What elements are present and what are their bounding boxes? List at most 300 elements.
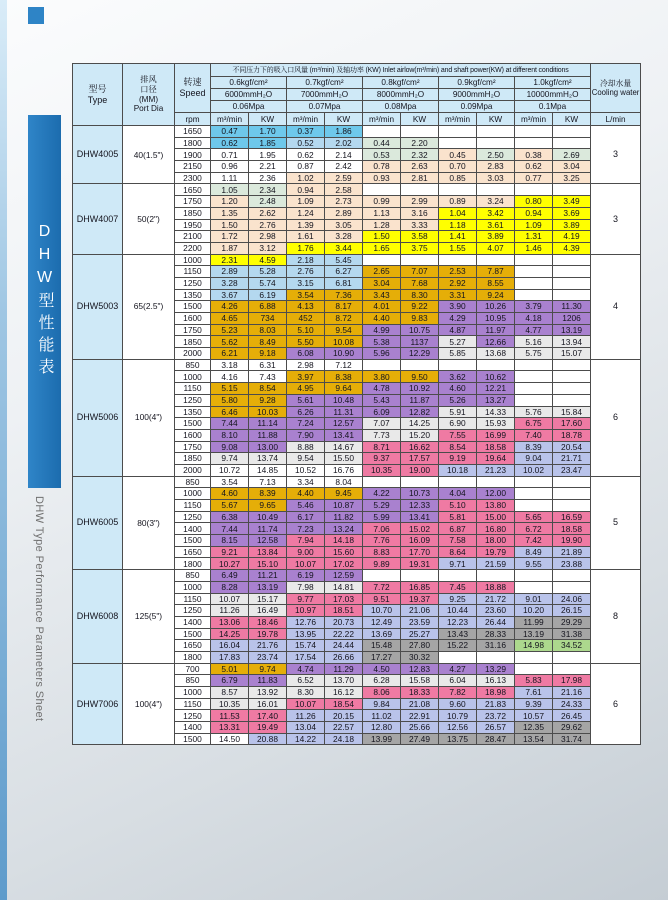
data-cell: 734 (249, 313, 287, 325)
rpm-cell: 1850 (175, 453, 211, 465)
rpm-cell: 1900 (175, 149, 211, 161)
data-cell: 3.61 (477, 219, 515, 231)
rpm-cell: 1650 (175, 184, 211, 196)
data-cell: 21.59 (477, 558, 515, 570)
data-cell: 9.74 (211, 453, 249, 465)
data-cell: 7.45 (439, 581, 477, 593)
model-cell: DHW7006 (73, 663, 123, 745)
data-cell: 20.73 (325, 616, 363, 628)
data-cell: 12.80 (363, 722, 401, 734)
rpm-cell: 2300 (175, 172, 211, 184)
data-cell: 9.21 (211, 546, 249, 558)
data-cell: 8.39 (249, 488, 287, 500)
data-cell: 13.19 (515, 628, 553, 640)
data-cell: 16.09 (401, 535, 439, 547)
data-cell: 3.16 (401, 207, 439, 219)
data-cell: 13.84 (249, 546, 287, 558)
data-cell: 13.41 (325, 429, 363, 441)
data-cell: 18.58 (477, 441, 515, 453)
data-cell: 0.45 (439, 149, 477, 161)
model-cell: DHW5006 (73, 359, 123, 476)
data-cell: 3.54 (287, 289, 325, 301)
data-cell: 16.76 (325, 464, 363, 476)
data-cell: 12.29 (401, 348, 439, 360)
data-cell: 8.55 (477, 277, 515, 289)
data-cell: 8.49 (249, 336, 287, 348)
data-cell: 18.98 (477, 687, 515, 699)
data-cell: 11.31 (325, 406, 363, 418)
data-cell: 15.58 (401, 675, 439, 687)
type-label-cn: 型号 (88, 83, 107, 94)
rpm-cell: 850 (175, 675, 211, 687)
data-cell: 10.75 (401, 324, 439, 336)
data-cell: 2.98 (249, 231, 287, 243)
data-cell: 2.31 (211, 254, 249, 266)
data-cell: 8.72 (325, 313, 363, 325)
data-cell: 5.96 (363, 348, 401, 360)
data-cell: 15.22 (439, 640, 477, 652)
data-cell: 6.26 (287, 406, 325, 418)
data-cell: 2.42 (325, 161, 363, 173)
data-cell (515, 570, 553, 582)
data-cell: 6.75 (515, 418, 553, 430)
data-cell: 4.77 (515, 324, 553, 336)
rpm-cell: 2000 (175, 464, 211, 476)
data-cell: 13.68 (477, 348, 515, 360)
data-cell: 13.27 (477, 394, 515, 406)
data-cell: 23.88 (553, 558, 591, 570)
data-cell: 1.09 (287, 196, 325, 208)
page-left-accent-stripe (0, 0, 7, 900)
data-cell: 9.89 (363, 558, 401, 570)
data-cell: 26.45 (553, 710, 591, 722)
unit-power: KW (325, 113, 363, 126)
data-cell (515, 581, 553, 593)
data-cell: 14.81 (325, 581, 363, 593)
data-cell: 6.79 (211, 675, 249, 687)
port-dia-cell: 80(3") (123, 476, 175, 570)
data-cell: 12.76 (287, 616, 325, 628)
model-cell: DHW4005 (73, 126, 123, 184)
data-cell: 2.81 (401, 172, 439, 184)
data-cell: 1206 (553, 313, 591, 325)
data-cell: 9.08 (211, 441, 249, 453)
data-cell: 1.50 (211, 219, 249, 231)
data-cell: 14.50 (211, 733, 249, 745)
data-cell (553, 383, 591, 395)
data-cell: 12.21 (477, 383, 515, 395)
data-cell: 11.30 (553, 301, 591, 313)
table-row (73, 254, 641, 266)
data-cell: 1.39 (287, 219, 325, 231)
rpm-cell: 1800 (175, 137, 211, 149)
col-header-port-dia: 排风 口径 (MM) Port Dia (123, 64, 175, 126)
model-cell: DHW6005 (73, 476, 123, 570)
data-cell (477, 254, 515, 266)
data-cell: 8.30 (401, 289, 439, 301)
pressure-kgf: 0.7kgf/cm² (287, 77, 363, 89)
data-cell: 1.28 (363, 219, 401, 231)
data-cell: 8.06 (363, 687, 401, 699)
col-header-cooling-water: 冷却水量 Cooling water (591, 64, 641, 113)
data-cell: 13.31 (211, 722, 249, 734)
data-cell (439, 126, 477, 138)
unit-flow: m³/min (515, 113, 553, 126)
data-cell: 7.44 (211, 523, 249, 535)
data-cell: 4.29 (439, 313, 477, 325)
pressure-kgf: 0.9kgf/cm² (439, 77, 515, 89)
data-cell: 8.54 (439, 441, 477, 453)
data-cell: 4.59 (249, 254, 287, 266)
data-cell: 17.60 (553, 418, 591, 430)
data-cell: 10.35 (363, 464, 401, 476)
data-cell: 0.37 (287, 126, 325, 138)
data-cell: 2.02 (325, 137, 363, 149)
data-cell: 2.63 (401, 161, 439, 173)
data-cell (553, 184, 591, 196)
data-cell: 5.62 (211, 336, 249, 348)
data-cell: 24.44 (325, 640, 363, 652)
data-cell: 4.50 (363, 663, 401, 675)
rpm-cell: 1250 (175, 394, 211, 406)
rpm-cell: 1000 (175, 488, 211, 500)
data-cell: 9.60 (439, 698, 477, 710)
data-cell: 1.05 (211, 184, 249, 196)
data-cell: 16.13 (477, 675, 515, 687)
data-cell: 3.43 (363, 289, 401, 301)
data-cell: 7.07 (401, 266, 439, 278)
data-cell: 4.99 (363, 324, 401, 336)
data-cell: 6.28 (363, 675, 401, 687)
data-cell: 11.53 (211, 710, 249, 722)
pressure-mpa: 0.06Mpa (211, 101, 287, 113)
rpm-cell: 1400 (175, 722, 211, 734)
port-dia-cell: 100(4") (123, 359, 175, 476)
data-cell: 25.66 (401, 722, 439, 734)
port-dia-cell: 125(5") (123, 570, 175, 664)
table-row (73, 126, 641, 138)
data-cell: 8.38 (325, 371, 363, 383)
data-cell: 8.04 (325, 476, 363, 488)
data-cell: 3.18 (211, 359, 249, 371)
rpm-cell: 1150 (175, 500, 211, 512)
data-cell: 0.80 (515, 196, 553, 208)
data-cell (477, 126, 515, 138)
data-cell: 23.47 (553, 464, 591, 476)
data-cell: 1.50 (363, 231, 401, 243)
data-cell: 6.19 (249, 289, 287, 301)
data-cell: 16.62 (401, 441, 439, 453)
data-cell: 21.76 (249, 640, 287, 652)
data-cell: 19.78 (249, 628, 287, 640)
data-cell: 14.22 (287, 733, 325, 745)
data-cell: 2.48 (249, 196, 287, 208)
cooling-water-cell: 8 (591, 570, 641, 664)
data-cell: 1.86 (325, 126, 363, 138)
data-cell: 1.87 (211, 242, 249, 254)
data-cell: 18.88 (477, 581, 515, 593)
data-cell: 31.74 (553, 733, 591, 745)
data-cell: 15.07 (553, 348, 591, 360)
data-cell: 15.02 (401, 523, 439, 535)
data-cell: 2.83 (477, 161, 515, 173)
data-cell: 15.10 (249, 558, 287, 570)
data-cell: 8.15 (211, 535, 249, 547)
data-cell: 9.39 (515, 698, 553, 710)
data-cell: 1.11 (211, 172, 249, 184)
rpm-cell: 1000 (175, 687, 211, 699)
data-cell: 0.99 (363, 196, 401, 208)
data-cell: 8.88 (287, 441, 325, 453)
unit-cooling: L/min (591, 113, 641, 126)
data-cell: 2.69 (553, 149, 591, 161)
data-cell: 4.65 (211, 313, 249, 325)
data-cell: 4.27 (439, 663, 477, 675)
data-cell: 1.72 (211, 231, 249, 243)
data-cell: 19.64 (477, 453, 515, 465)
data-cell: 1.09 (515, 219, 553, 231)
data-cell: 6.46 (211, 406, 249, 418)
data-cell: 2.65 (363, 266, 401, 278)
port-dia-cell: 50(2") (123, 184, 175, 254)
pressure-mmh2o: 10000mmH₂O (515, 89, 591, 101)
data-cell: 15.17 (249, 593, 287, 605)
data-cell: 2.53 (439, 266, 477, 278)
data-cell: 7.58 (439, 535, 477, 547)
data-cell: 11.74 (249, 523, 287, 535)
data-cell: 3.67 (211, 289, 249, 301)
data-cell: 5.85 (439, 348, 477, 360)
data-cell: 7.82 (439, 687, 477, 699)
data-cell: 3.69 (553, 207, 591, 219)
data-cell: 6.81 (325, 277, 363, 289)
data-cell: 10.49 (249, 511, 287, 523)
data-cell (553, 254, 591, 266)
data-cell: 9.64 (325, 383, 363, 395)
data-cell (477, 476, 515, 488)
data-cell: 19.37 (401, 593, 439, 605)
data-cell: 9.83 (401, 313, 439, 325)
data-cell: 0.94 (515, 207, 553, 219)
data-cell: 0.53 (363, 149, 401, 161)
pressure-mpa: 0.07Mpa (287, 101, 363, 113)
rpm-cell: 850 (175, 359, 211, 371)
data-cell: 5.10 (287, 324, 325, 336)
data-cell: 17.03 (325, 593, 363, 605)
data-cell: 8.83 (363, 546, 401, 558)
rpm-cell: 1850 (175, 336, 211, 348)
unit-flow: m³/min (211, 113, 249, 126)
data-cell: 7.12 (325, 359, 363, 371)
data-cell: 14.18 (325, 535, 363, 547)
unit-flow: m³/min (363, 113, 401, 126)
data-cell (553, 394, 591, 406)
data-cell: 8.10 (211, 429, 249, 441)
data-cell (553, 359, 591, 371)
data-cell: 9.22 (401, 301, 439, 313)
data-cell: 5.26 (439, 394, 477, 406)
data-cell: 23.60 (477, 605, 515, 617)
data-cell: 17.83 (211, 651, 249, 663)
data-cell: 11.87 (401, 394, 439, 406)
pressure-mpa: 0.08Mpa (363, 101, 439, 113)
data-cell: 9.37 (363, 453, 401, 465)
rpm-cell: 1650 (175, 640, 211, 652)
data-cell: 4.60 (439, 383, 477, 395)
data-cell: 2.73 (325, 196, 363, 208)
data-cell: 4.74 (287, 663, 325, 675)
data-cell: 12.83 (401, 663, 439, 675)
data-cell: 5.43 (363, 394, 401, 406)
pressure-mpa: 0.09Mpa (439, 101, 515, 113)
pressure-kgf: 0.6kgf/cm² (211, 77, 287, 89)
data-cell: 29.62 (553, 722, 591, 734)
data-cell: 17.02 (325, 558, 363, 570)
data-cell: 6.87 (439, 523, 477, 535)
data-cell: 31.16 (477, 640, 515, 652)
data-cell: 5.15 (211, 383, 249, 395)
model-cell: DHW5003 (73, 254, 123, 359)
data-cell (515, 289, 553, 301)
data-cell: 12.00 (477, 488, 515, 500)
data-cell: 8.39 (515, 441, 553, 453)
data-cell: 12.23 (439, 616, 477, 628)
data-cell: 10.27 (211, 558, 249, 570)
data-cell: 7.07 (363, 418, 401, 430)
data-cell: 13.70 (325, 675, 363, 687)
data-cell (515, 254, 553, 266)
data-cell: 5.75 (515, 348, 553, 360)
data-cell: 8.54 (249, 383, 287, 395)
data-cell: 14.67 (325, 441, 363, 453)
data-cell: 4.04 (439, 488, 477, 500)
data-cell: 17.57 (401, 453, 439, 465)
data-cell: 10.97 (287, 605, 325, 617)
data-cell: 6.19 (287, 570, 325, 582)
data-cell (553, 651, 591, 663)
data-cell: 0.78 (363, 161, 401, 173)
data-cell (515, 277, 553, 289)
data-cell: 4.60 (211, 488, 249, 500)
table-row (73, 663, 641, 675)
data-cell: 31.38 (553, 628, 591, 640)
data-cell: 5.10 (439, 500, 477, 512)
data-cell: 15.60 (325, 546, 363, 558)
data-cell: 3.89 (553, 219, 591, 231)
rpm-cell: 1600 (175, 429, 211, 441)
data-cell: 11.21 (249, 570, 287, 582)
data-cell: 9.45 (325, 488, 363, 500)
data-cell: 7.76 (363, 535, 401, 547)
data-cell: 6.31 (249, 359, 287, 371)
data-cell: 12.33 (401, 500, 439, 512)
data-cell: 6.17 (287, 511, 325, 523)
data-cell: 8.17 (325, 301, 363, 313)
rpm-cell: 1850 (175, 207, 211, 219)
data-cell: 4.95 (287, 383, 325, 395)
data-cell: 17.98 (553, 675, 591, 687)
data-cell (439, 137, 477, 149)
data-cell: 0.77 (515, 172, 553, 184)
data-cell: 7.73 (363, 429, 401, 441)
data-cell: 10.48 (325, 394, 363, 406)
corner-square-decoration (28, 7, 44, 24)
data-cell: 6.38 (211, 511, 249, 523)
data-cell: 0.71 (211, 149, 249, 161)
data-cell: 2.50 (477, 149, 515, 161)
data-cell: 2.59 (325, 172, 363, 184)
data-cell: 11.99 (515, 616, 553, 628)
data-cell: 3.42 (477, 207, 515, 219)
data-cell: 1.20 (211, 196, 249, 208)
data-cell: 7.43 (249, 371, 287, 383)
data-cell: 21.72 (477, 593, 515, 605)
data-cell: 13.00 (249, 441, 287, 453)
data-cell: 16.85 (401, 581, 439, 593)
data-cell: 2.92 (439, 277, 477, 289)
data-cell: 9.54 (287, 453, 325, 465)
data-cell: 16.99 (477, 429, 515, 441)
data-cell: 16.01 (249, 698, 287, 710)
data-cell: 25.27 (401, 628, 439, 640)
data-cell: 2.21 (249, 161, 287, 173)
data-cell: 34.52 (553, 640, 591, 652)
data-cell: 6.27 (325, 266, 363, 278)
data-cell: 7.44 (211, 418, 249, 430)
rpm-cell: 1650 (175, 546, 211, 558)
data-cell: 9.00 (287, 546, 325, 558)
data-cell: 2.58 (325, 184, 363, 196)
data-cell: 3.34 (287, 476, 325, 488)
data-cell: 1.02 (287, 172, 325, 184)
data-cell (515, 266, 553, 278)
sidebar-title-en: DHW Type Performance Parameters Sheet (33, 496, 45, 722)
pressure-mmh2o: 6000mmH₂O (211, 89, 287, 101)
data-cell (553, 126, 591, 138)
data-cell (515, 651, 553, 663)
unit-flow: m³/min (287, 113, 325, 126)
data-cell: 9.18 (249, 348, 287, 360)
data-cell: 0.87 (287, 161, 325, 173)
data-cell: 5.01 (211, 663, 249, 675)
data-cell: 3.25 (553, 172, 591, 184)
data-cell: 12.59 (325, 570, 363, 582)
data-cell: 13.19 (553, 324, 591, 336)
data-cell: 10.07 (287, 558, 325, 570)
data-cell: 13.24 (325, 523, 363, 535)
data-cell: 0.38 (515, 149, 553, 161)
data-cell: 3.44 (325, 242, 363, 254)
data-cell: 0.70 (439, 161, 477, 173)
data-cell: 20.88 (249, 733, 287, 745)
rpm-cell: 1400 (175, 616, 211, 628)
data-cell: 21.08 (401, 698, 439, 710)
data-cell: 9.65 (249, 500, 287, 512)
data-cell: 6.21 (211, 348, 249, 360)
data-cell: 18.54 (325, 698, 363, 710)
data-cell: 7.55 (439, 429, 477, 441)
port-dia-cell: 100(4") (123, 663, 175, 745)
data-cell (515, 663, 553, 675)
data-cell: 12.56 (439, 722, 477, 734)
data-cell: 11.88 (249, 429, 287, 441)
data-cell: 12.82 (401, 406, 439, 418)
data-cell: 2.89 (211, 266, 249, 278)
data-cell: 20.15 (325, 710, 363, 722)
data-cell: 12.58 (249, 535, 287, 547)
data-cell (515, 371, 553, 383)
data-cell: 9.04 (515, 453, 553, 465)
